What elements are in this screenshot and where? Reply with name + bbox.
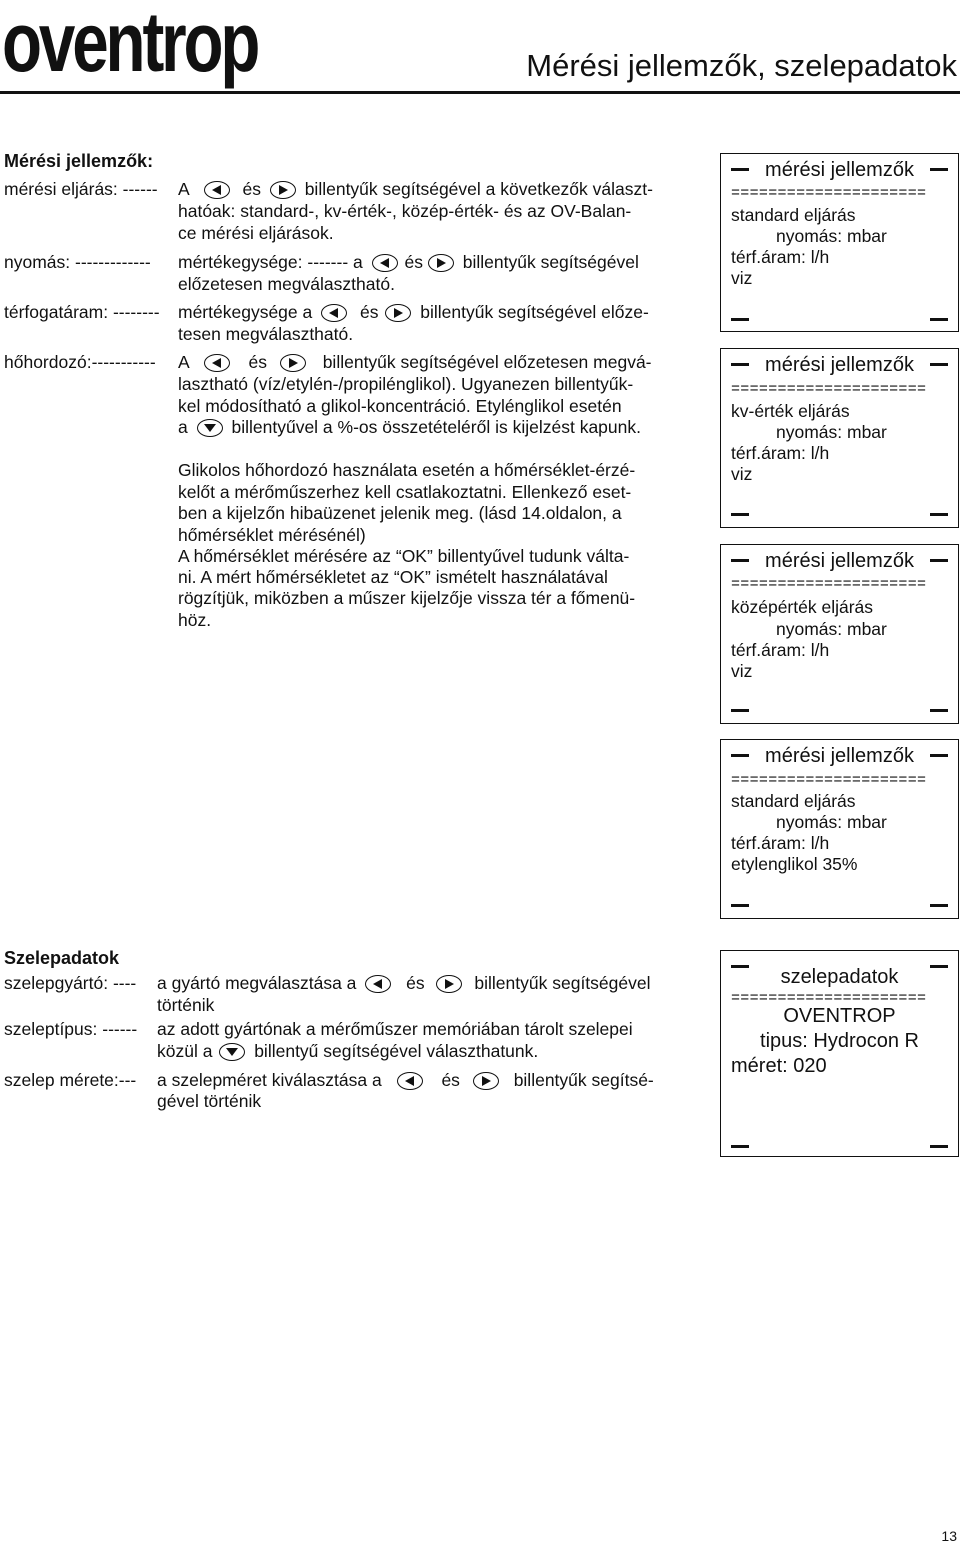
display-line-flow: térf.áram: l/h <box>731 443 830 463</box>
right-arrow-key-icon <box>436 975 462 993</box>
text-valve-maker-line1: a gyártó megválasztása a és billentyűk segítségével <box>157 973 651 993</box>
display-line-flow: térf.áram: l/h <box>731 640 830 660</box>
text-valve-type-line2: közül a billentyű segítségével választhatunk. <box>157 1041 539 1061</box>
label-flow-rate: térfogatáram: -------- <box>4 302 160 322</box>
section-heading-measurement: Mérési jellemzők: <box>4 151 154 171</box>
display-line-pressure: nyomás: mbar <box>776 226 887 246</box>
display-line-type: tipus: Hydrocon R <box>760 1030 919 1052</box>
display-line-method: kv-érték eljárás <box>731 401 850 421</box>
right-arrow-key-icon <box>270 181 296 199</box>
display-line-size: méret: 020 <box>731 1055 827 1077</box>
display-separator: ===================== <box>731 381 927 398</box>
display-title: mérési jellemzők <box>765 159 914 181</box>
down-arrow-key-icon <box>197 419 223 437</box>
text-measurement-method-line1: A és billentyűk segítségével a következők választ- <box>178 179 653 199</box>
text-pressure-line1: mértékegysége: ------- a és billentyűk segítségével <box>178 252 639 272</box>
left-arrow-key-icon <box>204 354 230 372</box>
text-heat-carrier-line2: lasztható (víz/etylén-/propilénglikol). Ugyanezen billentyűk- <box>178 374 634 394</box>
display-separator: ===================== <box>731 576 927 593</box>
glycol-paragraph-line8: höz. <box>178 610 212 630</box>
display-title: szelepadatok <box>780 966 899 988</box>
display-panel-glycol <box>720 739 959 919</box>
right-arrow-key-icon <box>385 304 411 322</box>
display-separator: ===================== <box>731 990 927 1007</box>
section-heading-valve-data: Szelepadatok <box>4 948 120 968</box>
left-arrow-key-icon <box>321 304 347 322</box>
text-heat-carrier-line1: A és billentyűk segítségével előzetesen megvá- <box>178 352 652 372</box>
display-line-maker: OVENTROP <box>783 1005 896 1027</box>
text-valve-size-line1: a szelepméret kiválasztása a és billentyűk segítsé- <box>157 1070 654 1090</box>
left-arrow-key-icon <box>365 975 391 993</box>
text-valve-maker-line2: történik <box>157 995 215 1015</box>
display-line-fluid: viz <box>731 268 753 288</box>
display-panel-average <box>720 544 959 724</box>
display-line-pressure: nyomás: mbar <box>776 422 887 442</box>
left-arrow-key-icon <box>397 1072 423 1090</box>
display-title: mérési jellemzők <box>765 550 914 572</box>
glycol-paragraph-line4: hőmérséklet mérésénél) <box>178 525 366 545</box>
label-heat-carrier: hőhordozó:----------- <box>4 352 156 372</box>
label-measurement-method: mérési eljárás: ------ <box>4 179 158 199</box>
text-measurement-method-line3: ce mérési eljárások. <box>178 223 334 243</box>
display-line-fluid: viz <box>731 464 753 484</box>
label-valve-maker: szelepgyártó: ---- <box>4 973 137 993</box>
label-valve-size: szelep mérete:--- <box>4 1070 137 1090</box>
text-flow-rate-line2: tesen megválasztható. <box>178 324 354 344</box>
down-arrow-key-icon <box>219 1043 245 1061</box>
right-arrow-key-icon <box>473 1072 499 1090</box>
text-heat-carrier-line3: kel módosítható a glikol-koncentráció. Etylénglikol esetén <box>178 396 622 416</box>
right-arrow-key-icon <box>280 354 306 372</box>
text-heat-carrier-line4: a billentyűvel a %-os összetételéről is kijelzést kapunk. <box>178 417 641 437</box>
display-line-pressure: nyomás: mbar <box>776 812 887 832</box>
display-line-flow: térf.áram: l/h <box>731 247 830 267</box>
display-panel-standard <box>720 153 959 332</box>
left-arrow-key-icon <box>204 181 230 199</box>
glycol-paragraph-line3: ben a kijelzőn hibaüzenet jelenik meg. (lásd 14.oldalon, a <box>178 503 622 523</box>
text-flow-rate-line1: mértékegysége a és billentyűk segítségével előze- <box>178 302 649 322</box>
page-title: Mérési jellemzők, szelepadatok <box>526 48 957 83</box>
page-number: 13 <box>941 1528 957 1544</box>
oventrop-logo: oventrop <box>2 0 258 89</box>
label-pressure: nyomás: ------------- <box>4 252 151 272</box>
glycol-paragraph-line6: ni. A mért hőmérsékletet az “OK” ismételt használatával <box>178 567 608 587</box>
label-valve-type: szeleptípus: ------ <box>4 1019 138 1039</box>
display-line-pressure: nyomás: mbar <box>776 619 887 639</box>
display-line-method: középérték eljárás <box>731 597 874 617</box>
display-panel-kv-value <box>720 348 959 528</box>
text-valve-type-line1: az adott gyártónak a mérőműszer memóriában tárolt szelepei <box>157 1019 633 1039</box>
display-title: mérési jellemzők <box>765 354 914 376</box>
text-measurement-method-line2: hatóak: standard-, kv-érték-, közép-érték- és az OV-Balan- <box>178 201 632 221</box>
display-panel-valve-data <box>720 950 959 1157</box>
glycol-paragraph-line7: rögzítjük, miközben a műszer kijelzője vissza tér a főmenü- <box>178 588 636 608</box>
display-line-method: standard eljárás <box>731 791 856 811</box>
display-line-flow: térf.áram: l/h <box>731 833 830 853</box>
display-line-method: standard eljárás <box>731 205 856 225</box>
header-divider <box>0 91 960 94</box>
left-arrow-key-icon <box>372 254 398 272</box>
text-valve-size-line2: gével történik <box>157 1091 262 1111</box>
display-separator: ===================== <box>731 772 927 789</box>
glycol-paragraph-line1: Glikolos hőhordozó használata esetén a hőmérséklet-érzé- <box>178 460 636 480</box>
glycol-paragraph-line2: kelőt a mérőműszerhez kell csatlakoztatni. Ellenkező eset- <box>178 482 632 502</box>
text-pressure-line2: előzetesen megválasztható. <box>178 274 395 294</box>
display-line-fluid: viz <box>731 661 753 681</box>
glycol-paragraph-line5: A hőmérséklet mérésére az “OK” billentyűvel tudunk válta- <box>178 546 630 566</box>
display-title: mérési jellemzők <box>765 745 914 767</box>
display-line-fluid: etylenglikol 35% <box>731 854 858 874</box>
right-arrow-key-icon <box>428 254 454 272</box>
display-separator: ===================== <box>731 185 927 202</box>
